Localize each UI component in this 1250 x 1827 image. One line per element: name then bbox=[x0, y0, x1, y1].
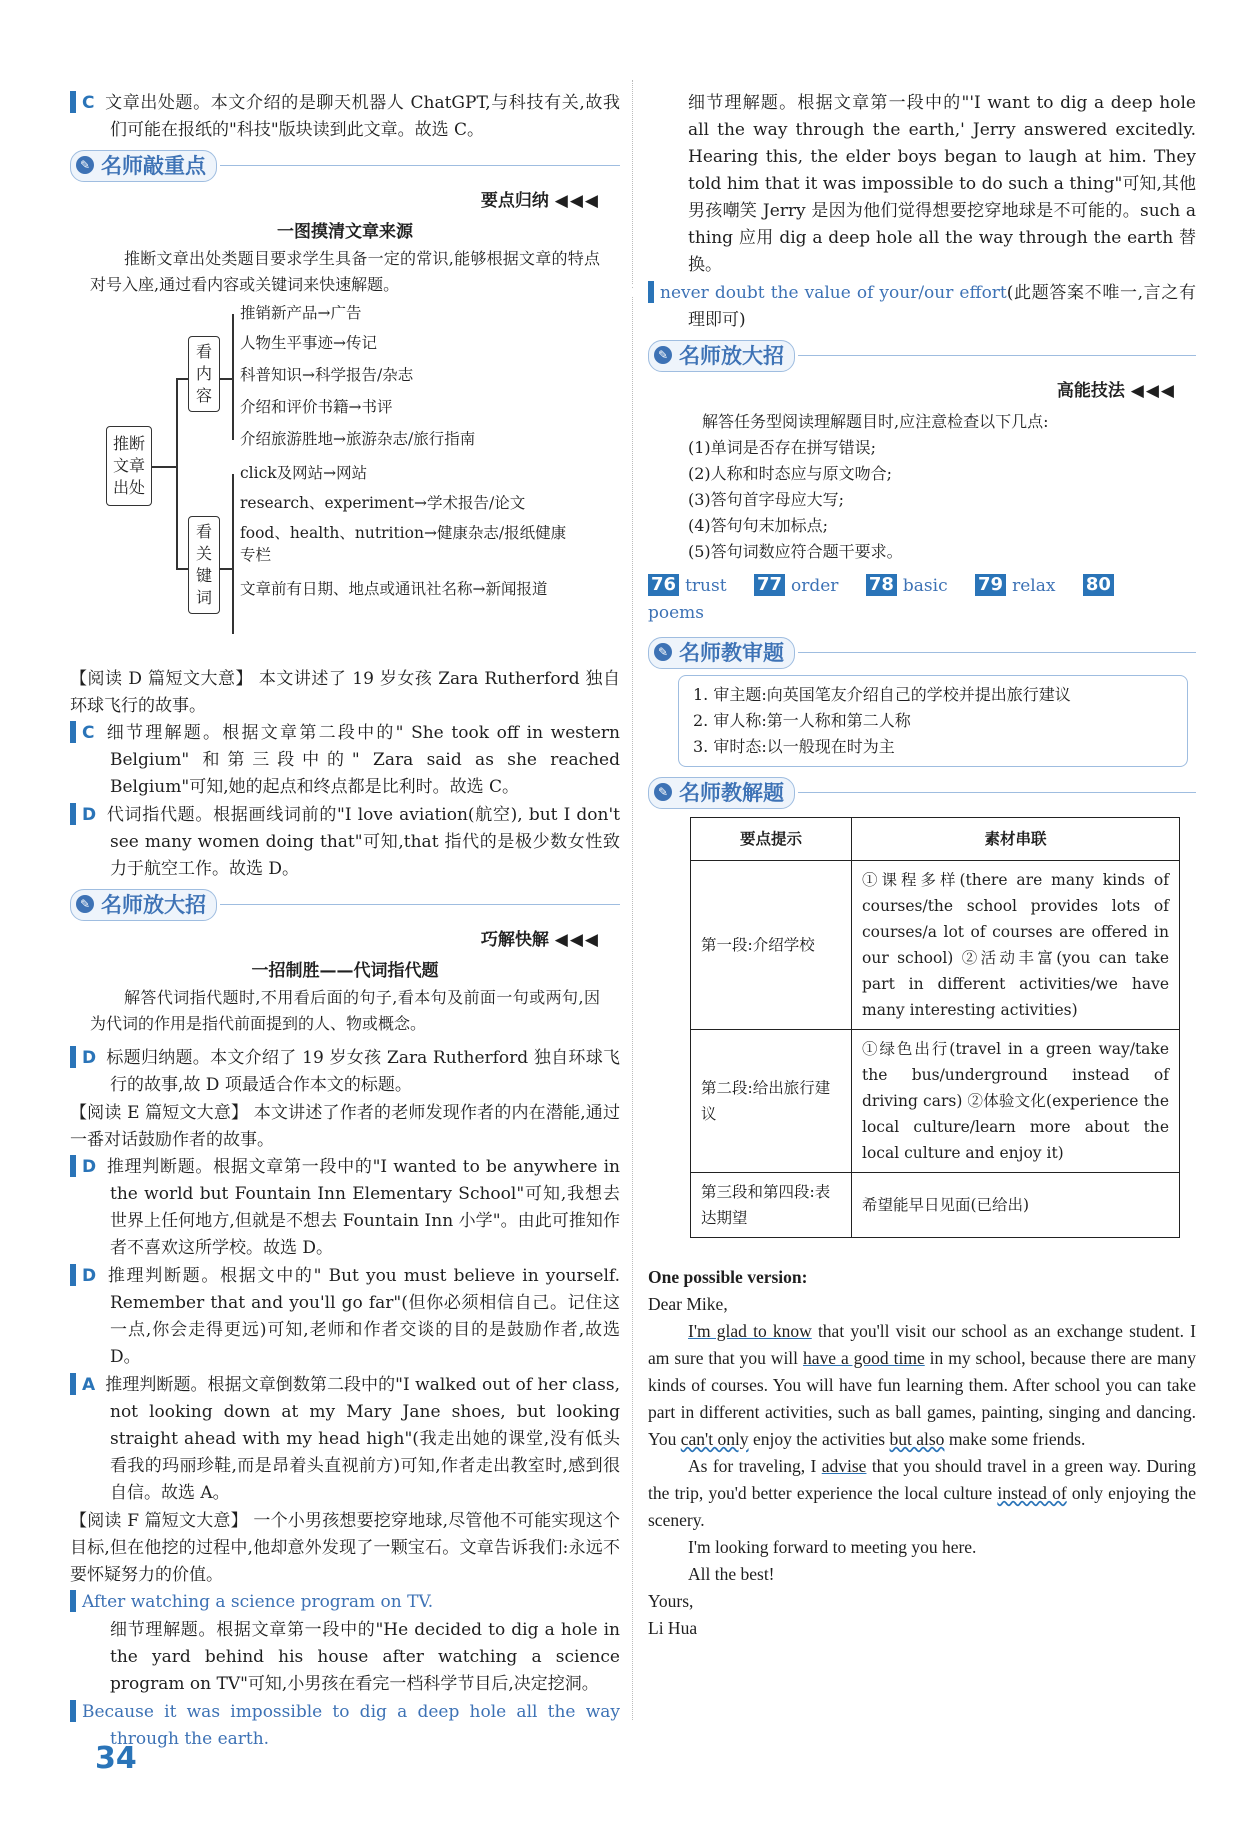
letter-greeting: Dear Mike, bbox=[648, 1294, 728, 1314]
tip-title: 名师放大招 bbox=[70, 889, 217, 921]
mind-map-leaf: research、experiment→学术报告/论文 bbox=[240, 494, 526, 512]
mind-map-leaf: 文章前有日期、地点或通讯社名称→新闻报道 bbox=[240, 580, 548, 598]
column-divider bbox=[632, 80, 633, 1720]
question-66 bbox=[33, 90, 620, 144]
check-points bbox=[688, 435, 1196, 565]
letter-paragraph-2 bbox=[648, 1453, 1196, 1534]
letter-text: only enjoying the scenery. bbox=[648, 1483, 1196, 1530]
tip-header-1 bbox=[70, 150, 620, 184]
passage-d-summary: 【阅读 D 篇短文大意】 本文讲述了 19 岁女孩 Zara Rutherford 独自环球飞行的故事。 bbox=[70, 669, 620, 716]
tip-title: 名师放大招 bbox=[648, 340, 795, 372]
tip-heading: 一招制胜——代词指代题 bbox=[251, 961, 439, 981]
tip-title: 名师敲重点 bbox=[70, 150, 217, 182]
answer-letter: C bbox=[82, 93, 95, 113]
letter-text: As for traveling, I bbox=[688, 1456, 822, 1476]
letter-paragraph-4: All the best! bbox=[688, 1564, 775, 1584]
passage-f-summary: 【阅读 F 篇短文大意】 一个小男孩想要挖穿地球,尽管他不可能实现这个目标,但在他挖的过程中,他却意外发现了一颗宝石。文章告诉我们:永远不要怀疑努力的价值。 bbox=[70, 1511, 620, 1585]
mind-map-leaf: food、health、nutrition→健康杂志/报纸健康专栏 bbox=[240, 524, 567, 564]
answer-word: poems bbox=[648, 603, 705, 623]
letter-closing: Yours, bbox=[648, 1591, 694, 1611]
letter-text: that you should travel in a green way. During the trip, you'd better experience the local culture bbox=[648, 1456, 1196, 1503]
table-header: 要点提示 bbox=[691, 818, 852, 861]
mind-map bbox=[70, 306, 620, 656]
mind-map-leaf: click及网站→网站 bbox=[240, 464, 368, 482]
table-cell-material: 希望能早日见面(已给出) bbox=[852, 1173, 1180, 1238]
mind-map-leaf: 介绍旅游胜地→旅游杂志/旅行指南 bbox=[240, 430, 476, 448]
table-row bbox=[691, 1030, 1180, 1173]
tip-header-3 bbox=[648, 340, 1196, 374]
question-72 bbox=[33, 1372, 620, 1507]
tip-header-2 bbox=[70, 889, 620, 923]
tip-heading: 一图摸清文章来源 bbox=[277, 222, 413, 242]
question-number: 78 bbox=[866, 574, 897, 596]
question-number: 67 bbox=[70, 721, 76, 743]
sample-letter bbox=[648, 1264, 1196, 1642]
letter-paragraph-3: I'm looking forward to meeting you here. bbox=[688, 1537, 977, 1557]
teacher-icon: ✎ bbox=[76, 156, 94, 174]
answer-letter: D bbox=[82, 1048, 97, 1068]
tip-rule bbox=[220, 165, 620, 166]
teacher-icon: ✎ bbox=[654, 783, 672, 801]
passage-e-summary: 【阅读 E 篇短文大意】 本文讲述了作者的老师发现作者的内在潜能,通过一番对话鼓励作者的故事。 bbox=[70, 1103, 620, 1150]
tip-subheading bbox=[70, 188, 600, 215]
question-number: 71 bbox=[70, 1264, 76, 1286]
table-cell-material: ①课程多样(there are many kinds of courses/the school provides lots of courses/a lot of courses are offered in our school) ②活动丰富(you can take part in different activities/we have many interesting activities) bbox=[852, 861, 1180, 1030]
tip-rule bbox=[220, 904, 620, 905]
mind-map-leaf: 人物生平事迹→传记 bbox=[240, 334, 377, 352]
review-point: 2. 审人称:第一人称和第二人称 bbox=[693, 711, 911, 730]
answer-letter: D bbox=[82, 1157, 97, 1177]
connector bbox=[232, 314, 234, 440]
mind-map-leaf: 介绍和评价书籍→书评 bbox=[240, 398, 393, 416]
tip-header-4 bbox=[648, 637, 1196, 671]
question-number: 72 bbox=[70, 1373, 76, 1395]
mind-map-leaf: 科普知识→科学报告/杂志 bbox=[240, 366, 414, 384]
tip-subheading-text: 巧解快解 bbox=[480, 930, 549, 950]
table-header-row bbox=[691, 818, 1180, 861]
highlight-phrase: advise bbox=[821, 1456, 867, 1476]
left-column bbox=[33, 90, 620, 1754]
table-row bbox=[691, 861, 1180, 1030]
tip-body: 解答任务型阅读理解题目时,应注意检查以下几点: bbox=[702, 412, 1049, 431]
question-number: 69 bbox=[70, 1046, 76, 1068]
tip-subheading bbox=[648, 378, 1176, 405]
question-67 bbox=[33, 720, 620, 801]
review-points-panel bbox=[678, 675, 1188, 767]
page-number: 34 bbox=[95, 1741, 137, 1776]
question-69 bbox=[33, 1045, 620, 1099]
connector bbox=[176, 378, 178, 568]
highlight-phrase: have a good time bbox=[802, 1348, 925, 1368]
review-point: 1. 审主题:向英国笔友介绍自己的学校并提出旅行建议 bbox=[693, 685, 1071, 704]
explanation: 代词指代题。根据画线词前的"I love aviation(航空), but I don't see many women doing that"可知,that 指代的是极少数女性致力于航空工作。故选 D。 bbox=[106, 805, 620, 879]
mind-map-root: 推断文章出处 bbox=[106, 426, 152, 506]
answer-letter: D bbox=[82, 1266, 97, 1286]
question-73 bbox=[33, 1589, 620, 1616]
table-cell-point: 第二段:给出旅行建议 bbox=[691, 1030, 852, 1173]
answer-letter: A bbox=[82, 1375, 96, 1395]
question-number: 74 bbox=[70, 1700, 76, 1722]
answer-word: trust bbox=[685, 576, 727, 596]
writing-guide-table bbox=[690, 817, 1180, 1238]
triangle-arrows-icon: ◀◀◀ bbox=[554, 930, 600, 950]
connector bbox=[232, 474, 234, 634]
check-point: (3)答句首字母应大写; bbox=[688, 490, 845, 509]
question-number: 66 bbox=[70, 91, 76, 113]
explanation: 标题归纳题。本文介绍了 19 岁女孩 Zara Rutherford 独自环球飞行的故事,故 D 项最适合作本文的标题。 bbox=[106, 1048, 620, 1095]
question-number: 73 bbox=[70, 1590, 76, 1612]
explanation: 细节理解题。根据文章第二段中的" She took off in western Belgium" 和第三段中的" Zara said as she reached Belgium"可知,她的起点和终点都是比利时。故选 C。 bbox=[104, 723, 620, 797]
teacher-icon: ✎ bbox=[76, 895, 94, 913]
answer-text: Because it was impossible to dig a deep hole all the way through the earth. bbox=[82, 1702, 620, 1749]
highlight-phrase: instead of bbox=[997, 1483, 1067, 1503]
question-number: 77 bbox=[754, 574, 785, 596]
letter-text: in my school, because there are many kinds of courses. You will have fun learning them. After school you can take part in different activities, such as ball games, painting, singing and dancing. You bbox=[648, 1348, 1196, 1449]
teacher-icon: ✎ bbox=[654, 346, 672, 364]
answer-word: order bbox=[791, 576, 839, 596]
table-header: 素材串联 bbox=[852, 818, 1180, 861]
right-column bbox=[611, 90, 1196, 1642]
table-cell-point: 第三段和第四段:表达期望 bbox=[691, 1173, 852, 1238]
explanation: 推理判断题。根据文章倒数第二段中的"I walked out of her class, not looking down at my Mary Jane shoes, but looking straight ahead with my head high"(我走出她的课堂,没有低头看我的玛丽珍鞋,而是昂着头直视前方)可知,作者走出教室时,感到很自信。故选 A。 bbox=[105, 1375, 620, 1503]
answers-76-80 bbox=[648, 573, 1196, 627]
review-point: 3. 审时态:以一般现在时为主 bbox=[693, 737, 895, 756]
explanation: 推理判断题。根据文章第一段中的"I wanted to be anywhere in the world but Fountain Inn Elementary School"可知,我想去世界上任何地方,但就是不想去 Fountain Inn 小学"。由此可推知作者不喜欢这所学校。故选 D。 bbox=[106, 1157, 620, 1258]
letter-text: make some friends. bbox=[944, 1429, 1086, 1449]
answer-letter: C bbox=[82, 723, 95, 743]
highlight-phrase: can't only bbox=[680, 1429, 749, 1449]
connector bbox=[220, 378, 232, 380]
tip-title: 名师教解题 bbox=[648, 777, 795, 809]
letter-heading: One possible version: bbox=[648, 1267, 808, 1287]
answer-word: relax bbox=[1012, 576, 1056, 596]
highlight-phrase: I'm glad to know bbox=[688, 1321, 812, 1341]
teacher-icon: ✎ bbox=[654, 643, 672, 661]
question-number: 79 bbox=[975, 574, 1006, 596]
tip-header-5 bbox=[648, 777, 1196, 811]
question-number: 70 bbox=[70, 1155, 76, 1177]
table-cell-point: 第一段:介绍学校 bbox=[691, 861, 852, 1030]
answer-note: (此题答案不唯一,言之有理即可) bbox=[688, 283, 1196, 330]
mind-map-branch-keywords: 看关键词 bbox=[188, 516, 220, 614]
answer-letter: D bbox=[82, 805, 97, 825]
tip-subheading-text: 要点归纳 bbox=[480, 191, 549, 211]
question-number: 75 bbox=[648, 281, 654, 303]
tip-subheading-text: 高能技法 bbox=[1056, 381, 1125, 401]
question-70 bbox=[33, 1154, 620, 1262]
check-point: (2)人称和时态应与原文吻合; bbox=[688, 464, 893, 483]
tip-rule bbox=[798, 652, 1196, 653]
explanation: 文章出处题。本文介绍的是聊天机器人 ChatGPT,与科技有关,故我们可能在报纸的"科技"版块读到此文章。故选 C。 bbox=[104, 93, 620, 140]
answer-text: After watching a science program on TV. bbox=[82, 1592, 434, 1612]
table-cell-material: ①绿色出行(travel in a green way/take the bus/underground instead of driving cars) ②体验文化(experience the local culture/learn more about the local culture and enjoy it) bbox=[852, 1030, 1180, 1173]
question-74 bbox=[33, 1699, 620, 1753]
question-71 bbox=[33, 1263, 620, 1371]
question-75 bbox=[611, 280, 1196, 334]
question-number: 68 bbox=[70, 803, 76, 825]
check-point: (4)答句句末加标点; bbox=[688, 516, 829, 535]
letter-signature: Li Hua bbox=[648, 1618, 698, 1638]
tip-rule bbox=[798, 792, 1196, 793]
explanation: 细节理解题。根据文章第一段中的"'I want to dig a deep hole all the way through the earth,' Jerry answered excitedly. Hearing this, the elder boys began to laugh at him. They told him that it was impossible to do such a thing"可知,其他男孩嘲笑 Jerry 是因为他们觉得想要挖穿地球是不可能的。such a thing 应用 dig a deep hole all the way through the earth 替换。 bbox=[688, 93, 1196, 275]
check-point: (5)答句词数应符合题干要求。 bbox=[688, 542, 903, 561]
explanation: 推理判断题。根据文中的" But you must believe in yourself. Remember that and you'll go far"(但你必须相信自己。记住这一点,你会走得更远)可知,老师和作者交谈的目的是鼓励作者,故选 D。 bbox=[106, 1266, 620, 1367]
connector bbox=[176, 378, 188, 380]
tip-body: 推断文章出处类题目要求学生具备一定的常识,能够根据文章的特点对号入座,通过看内容或关键词来快速解题。 bbox=[90, 249, 600, 294]
triangle-arrows-icon: ◀◀◀ bbox=[554, 191, 600, 211]
highlight-phrase: but also bbox=[889, 1429, 945, 1449]
mind-map-leaf: 推销新产品→广告 bbox=[240, 304, 362, 322]
tip-rule bbox=[798, 355, 1196, 356]
tip-title: 名师教审题 bbox=[648, 637, 795, 669]
question-number: 76 bbox=[648, 574, 679, 596]
answer-word: basic bbox=[902, 576, 948, 596]
letter-paragraph-1 bbox=[648, 1318, 1196, 1453]
tip-body: 解答代词指代题时,不用看后面的句子,看本句及前面一句或两句,因为代词的作用是指代前面提到的人、物或概念。 bbox=[90, 988, 600, 1033]
connector bbox=[152, 466, 176, 468]
connector bbox=[220, 568, 232, 570]
letter-text: that you'll visit our school as an exchange student. I am sure that you will bbox=[648, 1321, 1196, 1368]
tip-subheading bbox=[70, 927, 600, 954]
question-68 bbox=[33, 802, 620, 883]
answer-text: never doubt the value of your/our effort bbox=[660, 283, 1007, 303]
mind-map-branch-content: 看内容 bbox=[188, 336, 220, 412]
triangle-arrows-icon: ◀◀◀ bbox=[1130, 381, 1176, 401]
check-point: (1)单词是否存在拼写错误; bbox=[688, 438, 877, 457]
table-row bbox=[691, 1173, 1180, 1238]
letter-text: enjoy the activities bbox=[748, 1429, 890, 1449]
connector bbox=[176, 568, 188, 570]
question-number: 80 bbox=[1083, 574, 1114, 596]
explanation: 细节理解题。根据文章第一段中的"He decided to dig a hole in the yard behind his house after watching a science program on TV"可知,小男孩在看完一档科学节目后,决定挖洞。 bbox=[110, 1620, 620, 1694]
